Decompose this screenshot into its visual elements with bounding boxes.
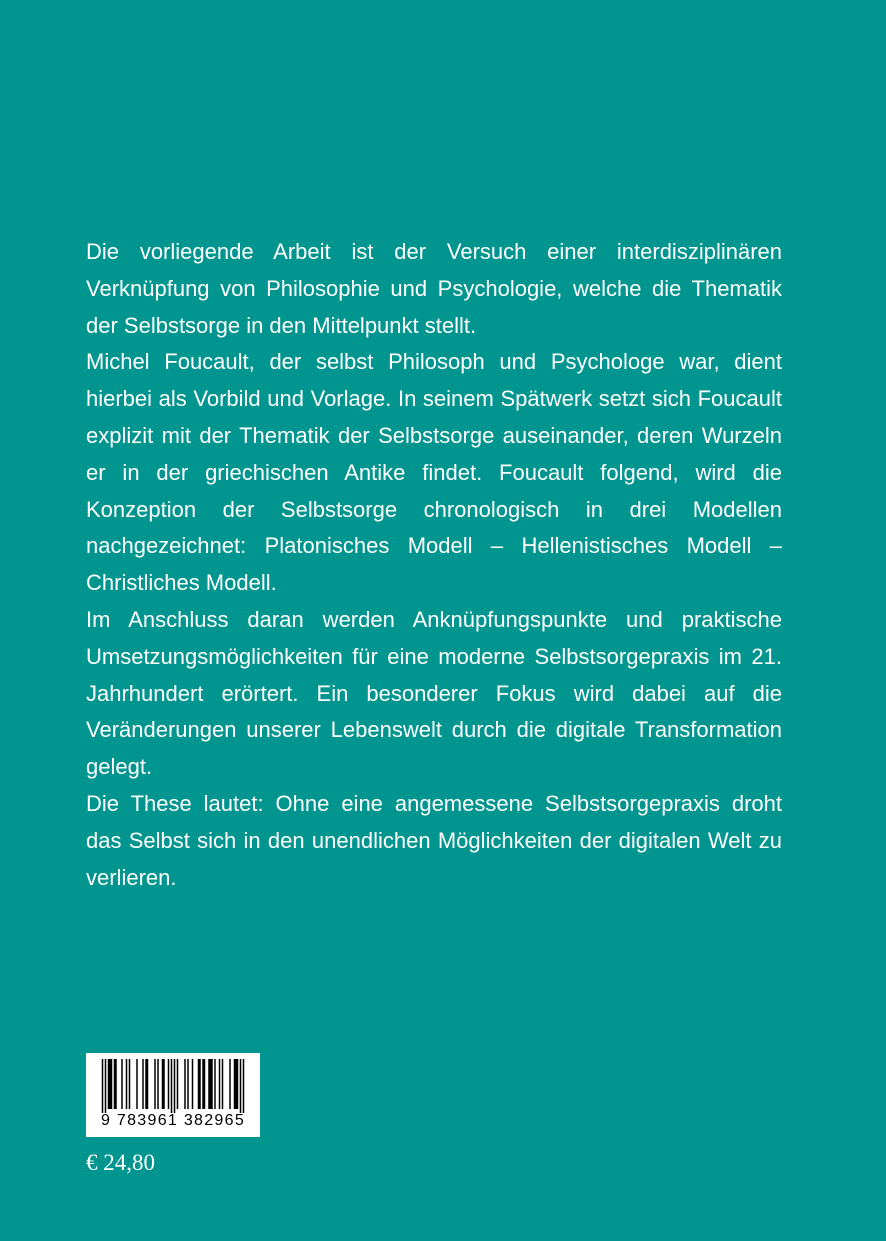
barcode-bar — [177, 1059, 179, 1109]
barcode-bar — [129, 1059, 131, 1109]
barcode-bar — [162, 1059, 165, 1109]
blurb-paragraph-2: Michel Foucault, der selbst Philosoph und Psychologe war, dient hierbei als Vorbild und Vorlage. In seinem Spätwerk setzt sich Foucault explizit mit der Thematik der Selbstsorge auseinander, deren Wurzeln er in der griechischen Antike findet. Foucault folgend, wird die Konzeption der Selbstsorge chronologisch in drei Modellen nachgezeichnet: Platonisches Modell – Hellenistisches Modell – Christliches Modell. — [86, 349, 782, 596]
barcode-bar — [157, 1059, 159, 1109]
barcode-bar — [142, 1059, 144, 1109]
isbn-number: 9 783961 382965 — [100, 1112, 246, 1129]
barcode-bar — [198, 1059, 201, 1109]
barcode-bar — [187, 1059, 189, 1109]
blurb-paragraph-1: Die vorliegende Arbeit ist der Versuch einer interdisziplinären Verknüpfung von Philosophie und Psychologie, welche die Thematik der Selbstsorge in den Mittelpunkt stellt. — [86, 239, 782, 338]
barcode-bar — [208, 1059, 213, 1109]
barcode-bar — [108, 1059, 113, 1109]
blurb-paragraph-3: Im Anschluss daran werden Anknüpfungspunkte und praktische Umsetzungsmöglichkeiten für eine moderne Selbstsorgepraxis im 21. Jahrhundert erörtert. Ein besonderer Fokus wird dabei auf die Veränderungen unserer Lebenswelt durch die digitale Transformation gelegt. — [86, 606, 782, 780]
barcode-bar — [171, 1059, 173, 1113]
barcode-bar — [202, 1059, 205, 1109]
barcode-bar — [114, 1059, 117, 1109]
barcode-bar — [192, 1059, 194, 1109]
barcode-bar — [222, 1059, 224, 1109]
barcode-bar — [219, 1059, 221, 1109]
barcode-bar — [168, 1059, 170, 1109]
barcode-bar — [214, 1059, 216, 1109]
barcode-bar — [126, 1059, 128, 1109]
price-label: € 24,80 — [86, 1150, 155, 1175]
barcode-bar — [102, 1059, 104, 1113]
barcode-bar — [145, 1059, 148, 1109]
barcode-bar — [121, 1059, 123, 1109]
barcode-bar — [105, 1059, 107, 1113]
barcode-bar — [234, 1059, 239, 1109]
blurb-text — [86, 234, 782, 896]
barcode-bar — [229, 1059, 231, 1109]
barcode-bar — [243, 1059, 245, 1113]
barcode-bar — [240, 1059, 242, 1113]
barcode-bar — [184, 1059, 186, 1109]
isbn-barcode — [86, 1053, 260, 1137]
barcode-bar — [154, 1059, 156, 1109]
blurb-paragraph-4: Die These lautet: Ohne eine angemessene Selbstsorgepraxis droht das Selbst sich in den unendlichen Möglichkeiten der digitalen Welt zu verlieren. — [86, 790, 782, 890]
barcode-bar — [136, 1059, 138, 1109]
barcode-bar — [174, 1059, 176, 1113]
